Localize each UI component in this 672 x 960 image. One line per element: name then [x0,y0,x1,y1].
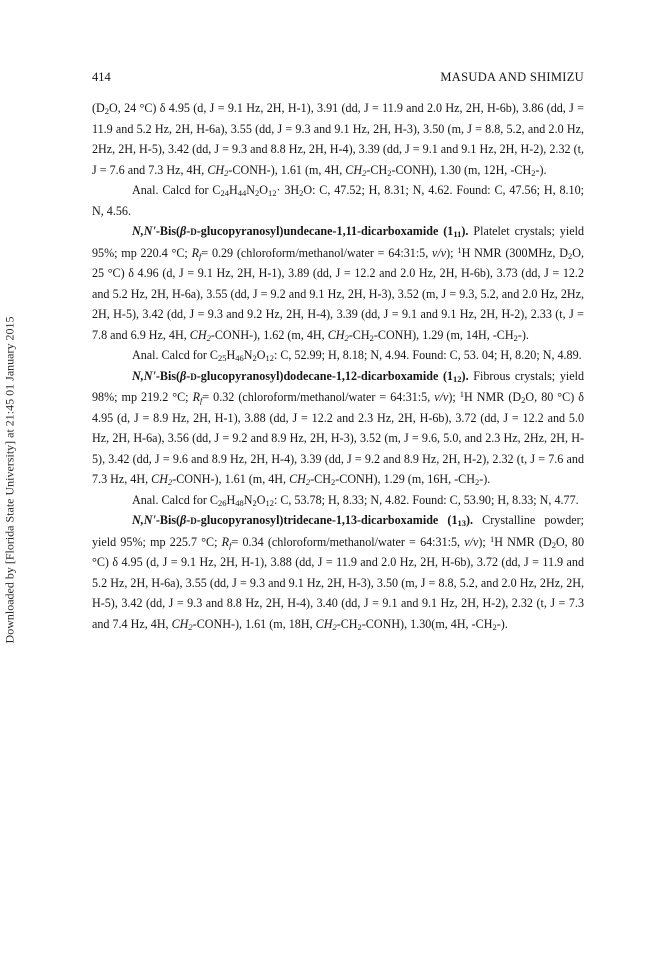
download-watermark-text: Downloaded by [Florida State University] at 21:45 01 January 2015 [2,316,17,644]
paragraph-analysis-3: Anal. Calcd for $C_{26}H_{48}N_2O_{12}$: C, 53.78; H, 8.33; N, 4.82. Found: C, 53.90; H, 8.33; N, 4.77. [132,492,579,508]
paragraph-compound-12: N,N'-Bis(β-D-glucopyranosyl)dodecane-1,12-dicarboxamide $(1_{12})$. Fibrous crystals; yield 98%; mp 219.2 °C; $R_f= 0.32$ (chloroform/methanol/water = 64:31:5, v/v); $^1$H NMR ($D_2O$, 80 °C) δ 4.95 (d, J = 8.9 Hz, 2H, H-1), 3.88 (dd, J = 12.2 and 2.3 Hz, 2H, H-6b), 3.72 (dd, J = 12.2 and 5.0 Hz, 2H, H-6a), 3.56 (dd, J = 9.2 and 8.9 Hz, 2H, H-3), 3.52 (m, J = 9.6, 5.0, and 2.3 Hz, 2Hz, 2H, H-5), 3.42 (dd, J = 9.6 and 8.9 Hz, 2H, H-4), 3.39 (dd, J = 9.2 and 8.9 Hz, 2H, H-2), 2.32 (t, J = 7.6 and 7.3 Hz, 4H, $CH_2-CONH-$), 1.61 (m, 4H, $CH_2-CH_2-CONH$), 1.29 (m, 16H, $-CH_2-$). [92,368,584,487]
page-header [92,70,584,86]
compound-title-11: N,N'-Bis(β-D-glucopyranosyl)undecane-1,11-dicarboxamide $(1_{11})$. [132,224,469,239]
paragraph-compound-11: N,N'-Bis(β-D-glucopyranosyl)undecane-1,11-dicarboxamide $(1_{11})$. Platelet crystals; yield 95%; mp 220.4 °C; $R_f= 0.29$ (chloroform/methanol/water = 64:31:5, v/v); $^1$H NMR (300MHz, $D_2O$, 25 °C) δ 4.96 (d, J = 9.1 Hz, 2H, H-1), 3.89 (dd, J = 12.2 and 2.0 Hz, 2H, H-6b), 3.73 (dd, J = 12.2 and 5.2 Hz, 2H, H-6a), 3.55 (dd, J = 9.2 and 9.1 Hz, 2H, H-3), 3.52 (m, J = 9.3, 5.2, and 2.0 Hz, 2Hz, 2H, H-5), 3.42 (dd, J = 9.3 and 9.2 Hz, 2H, H-4), 3.39 (dd, J = 9.1 and 9.1 Hz, 2H, H-2), 2.33 (t, J = 7.8 and 6.9 Hz, 4H, $CH_2-CONH-$), 1.62 (m, 4H, $CH_2-CH_2-CONH$), 1.29 (m, 14H, $-CH_2-$). [92,224,584,343]
paragraph-compound-13: N,N'-Bis(β-D-glucopyranosyl)tridecane-1,13-dicarboxamide $(1_{13})$. Crystalline powder; yield 95%; mp 225.7 °C; $R_f= 0.34$ (chloroform/methanol/water = 64:31:5, v/v); $^1$H NMR ($D_2O$, 80 °C) δ 4.95 (d, J = 9.1 Hz, 2H, H-1), 3.88 (dd, J = 11.9 and 2.0 Hz, 2H, H-6b), 3.72 (dd, J = 11.9 and 5.2 Hz, 2H, H-6a), 3.55 (dd, J = 9.3 and 9.1 Hz, 2H, H-3), 3.50 (m, J = 8.8, 5.2, and 2.0 Hz, 2Hz, 2H, H-5), 3.42 (dd, J = 9.3 and 8.8 Hz, 2H, H-4), 3.40 (dd, J = 9.1 and 9.1 Hz, 2H, H-2), 2.32 (t, J = 7.3 and 7.4 Hz, 4H, $CH_2-CONH-$), 1.61 (m, 18H, $CH_2-CH_2-CONH$), 1.30(m, 4H, $-CH_2-$). [92,513,584,632]
compound-title-13: N,N'-Bis(β-D-glucopyranosyl)tridecane-1,13-dicarboxamide $(1_{13})$. [132,513,474,528]
compound-title-12: N,N'-Bis(β-D-glucopyranosyl)dodecane-1,12-dicarboxamide $(1_{12})$. [132,368,469,384]
running-head: MASUDA AND SHIMIZU [440,70,584,84]
paragraph-nmr-continuation: ($D_2O$, 24 °C) δ 4.95 (d, J = 9.1 Hz, 2H, H-1), 3.91 (dd, J = 11.9 and 2.0 Hz, 2H, H-6b), 3.86 (dd, J = 11.9 and 5.2 Hz, 2H, H-6a), 3.55 (dd, J = 9.3 and 9.1 Hz, 2H, H-3), 3.50 (m, J = 8.8, 5.2, and 2.0 Hz, 2Hz, 2H, H-5), 3.42 (dd, J = 9.3 and 8.8 Hz, 2H, H-4), 3.39 (dd, J = 9.1 and 9.1 Hz, 2H, H-2), 2.32 (t, J = 7.6 and 7.3 Hz, 4H, $CH_2-CONH-$), 1.61 (m, 4H, $CH_2-CH_2-CONH$), 1.30 (m, 12H, $-CH_2-$). [92,101,584,178]
paragraph-analysis-2: Anal. Calcd for $C_{25}H_{46}N_2O_{12}$: C, 52.99; H, 8.18; N, 4.94. Found: C, 53. 04; H, 8.20; N, 4.89. [132,348,582,363]
body-text [92,98,584,634]
paragraph-analysis-1: Anal. Calcd for $C_{24}H_{44}N_2O_{12}\cdot 3H_2O$: C, 47.52; H, 8.31; N, 4.62. Found: C, 47.56; H, 8.10; N, 4.56. [92,183,584,218]
page-number: 414 [92,70,111,84]
